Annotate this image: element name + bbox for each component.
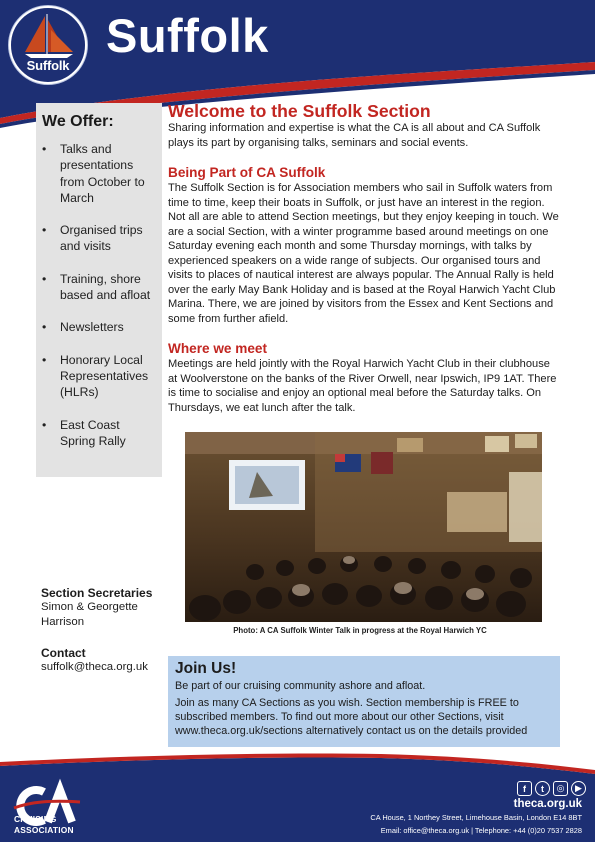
footer-contact-line: Email: office@theca.org.uk | Telephone: +44 (0)20 7537 2828: [380, 826, 582, 835]
instagram-icon[interactable]: ◎: [553, 781, 568, 796]
join-us-heading: Join Us!: [175, 660, 237, 677]
facebook-icon[interactable]: f: [517, 781, 532, 796]
section-contact-block: [41, 586, 166, 675]
website-link[interactable]: theca.org.uk: [513, 798, 582, 810]
being-part-heading: Being Part of CA Suffolk: [168, 165, 326, 180]
secretary-name: Harrison: [41, 616, 85, 628]
list-item: • Training, shore based and afloat: [40, 271, 158, 304]
association-name-line: ASSOCIATION: [14, 825, 74, 835]
contact-heading: Contact: [41, 646, 86, 660]
contact-email-link[interactable]: suffolk@theca.org.uk: [41, 661, 148, 673]
youtube-icon[interactable]: ▶: [571, 781, 586, 796]
list-item: • Honorary Local Representatives (HLRs): [40, 352, 158, 401]
where-we-meet-heading: Where we meet: [168, 341, 267, 356]
footer-address: CA House, 1 Northey Street, Limehouse Basin, London E14 8BT: [370, 813, 582, 822]
suffolk-section-logo: [9, 6, 87, 84]
association-name-line: CRUISING: [14, 814, 57, 824]
welcome-heading: Welcome to the Suffolk Section: [168, 101, 431, 121]
secretaries-heading: Section Secretaries: [41, 586, 153, 600]
photo-caption: Photo: A CA Suffolk Winter Talk in progress at the Royal Harwich YC: [233, 626, 487, 635]
we-offer-list: [40, 141, 158, 449]
list-item: • East Coast Spring Rally: [40, 417, 158, 450]
list-item: • Newsletters: [40, 319, 158, 335]
where-we-meet-paragraph: Meetings are held jointly with the Royal Harwich Yacht Club in their clubhouse at Woolverstone on the banks of the River Orwell, near Ipswich, IP9 1AT. There is time to socialise and enjoy an optional meal before the Saturday talks. On Thursdays, we eat lunch after the talk.: [168, 358, 557, 414]
logo-label: Suffolk: [26, 58, 70, 73]
ca-logo-letters: CA: [10, 775, 33, 790]
list-item: • Organised trips and visits: [40, 222, 158, 255]
page-title: Suffolk: [106, 9, 269, 62]
winter-talk-photo: [185, 432, 542, 622]
list-item: • Talks and presentations from October to March: [40, 141, 158, 206]
social-links: [517, 781, 586, 796]
welcome-paragraph: Sharing information and expertise is what the CA is all about and CA Suffolk plays its part by organising talks, seminars and social events.: [168, 122, 541, 149]
we-offer-panel: [36, 103, 162, 477]
main-content: [168, 101, 560, 415]
photo-image: [185, 432, 542, 622]
secretary-name: Simon & Georgette: [41, 601, 138, 613]
twitter-icon[interactable]: t: [535, 781, 550, 796]
being-part-paragraph: The Suffolk Section is for Association members who sail in Suffolk waters from time to time, keep their boats in Suffolk, or just have an interest in the region. Not all are able to attend Section meetings, but they enjoy keeping in touch. We are a social Section, with a winter programme based around meetings on one Saturday evening each month and some Thursday mornings, with talks by experienced speakers on a wide range of subjects. Our organised tours and visits to places of nautical interest are always popular. The Annual Rally is held over the early May Bank Holiday and is based at the Royal Harwich Yacht Club Marina. There, we are joined by visitors from the Essex and Kent Sections and some from further afield.: [168, 182, 559, 325]
join-us-details: Join as many CA Sections as you wish. Section membership is FREE to subscribed members. To find out more about our other Sections, visit www.theca.org.uk/sections alternatively contact us on the details provided: [175, 697, 528, 737]
we-offer-heading: We Offer:: [42, 113, 114, 130]
join-us-line: Be part of our cruising community ashore and afloat.: [175, 680, 426, 692]
